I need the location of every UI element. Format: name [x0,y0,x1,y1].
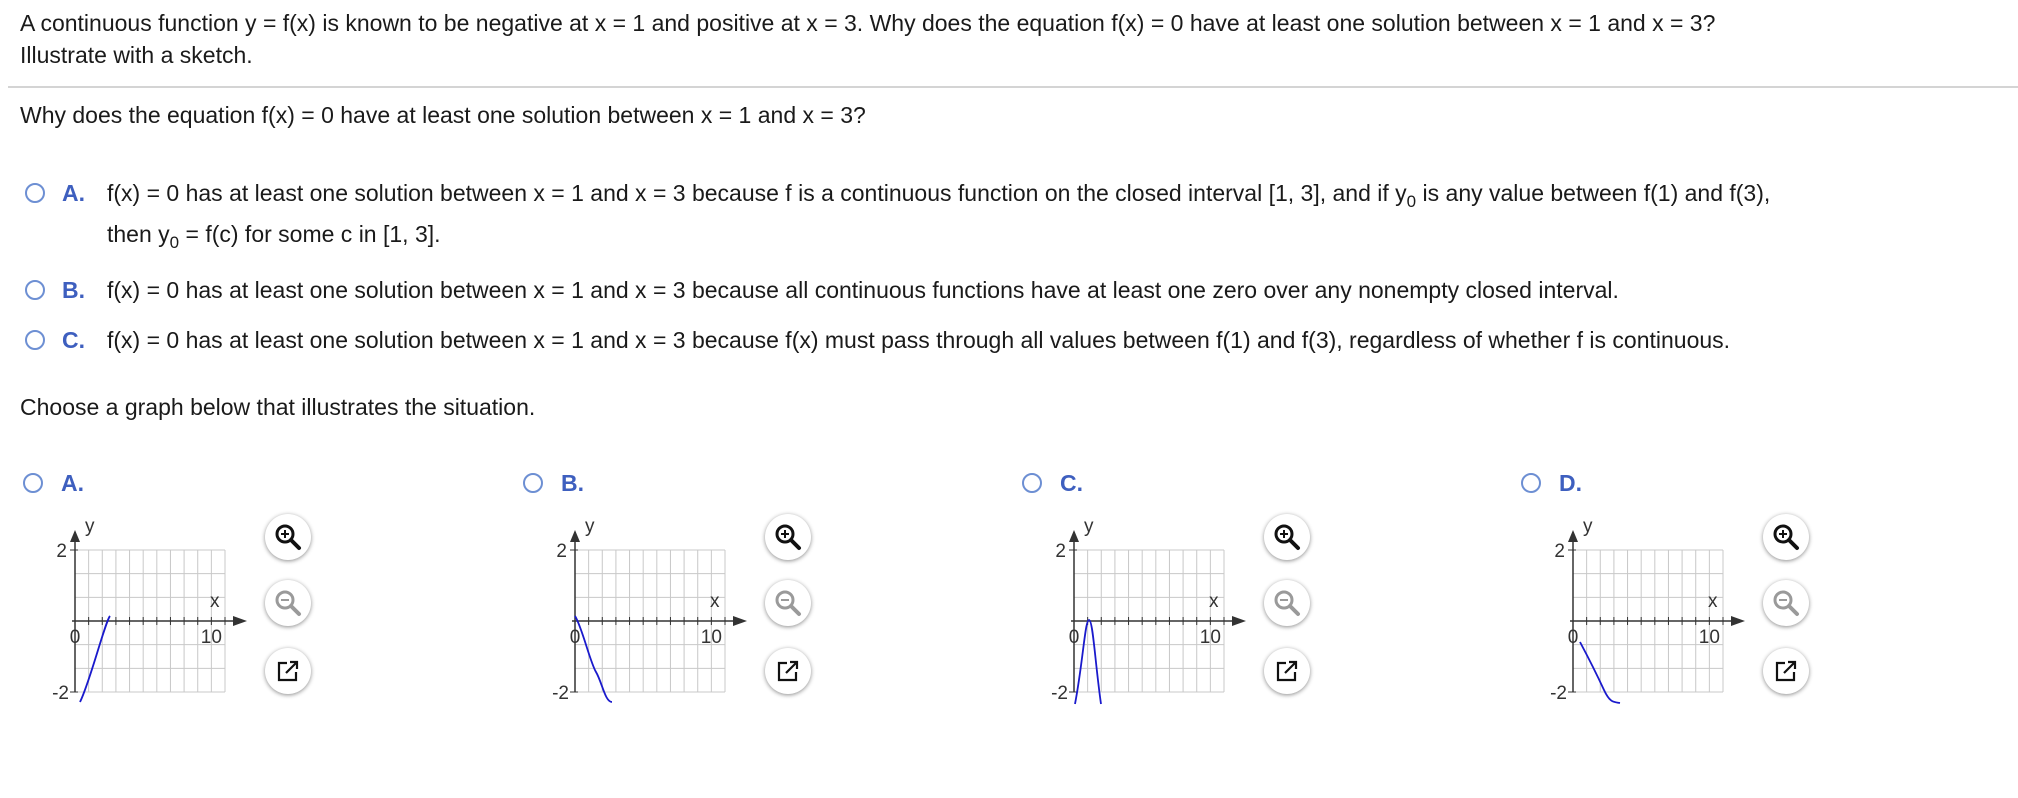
x-tick-label: 10 [1698,627,1720,648]
zoom-in-button[interactable] [1763,514,1809,560]
graph-plot [10,512,260,712]
option-c-text: f(x) = 0 has at least one solution between x = 1 and x = 3 because f(x) must pass through all values between f(1) and f(3), regardless of whether f is continuous. [107,327,1731,353]
part1-prompt: Why does the equation f(x) = 0 have at least one solution between x = 1 and x = 3? [20,102,866,128]
popout-button[interactable] [1264,648,1310,694]
x-axis-arrow [1731,616,1745,626]
zoom-out-button[interactable] [265,580,311,626]
popout-button[interactable] [1763,648,1809,694]
x-zero-label: 0 [69,627,81,648]
x-axis-label: x [1209,591,1219,612]
graph-svg [1508,512,1758,712]
option-a-text-line1: f(x) = 0 has at least one solution between x = 1 and x = 3 because f is a continuous function on the closed interval [1, 3], and if $y_0$ is any value between f(1) and f(3), [107,180,1771,211]
popout-button[interactable] [265,648,311,694]
graph-svg [10,512,260,712]
question-line-2: Illustrate with a sketch. [20,42,253,68]
zoom-out-button[interactable] [765,580,811,626]
y-max-label: 2 [1055,541,1066,562]
y-axis-label: y [585,516,595,537]
zoom-in-icon [774,523,802,551]
y-min-label: -2 [1550,683,1567,704]
option-c-letter: C. [62,327,85,353]
option-a-text-line2: then $y_0 = f(c)$ for some c in [1, 3]. [107,221,441,252]
graph-choice-radio[interactable] [1521,473,1541,493]
zoom-out-icon [774,589,802,617]
function-curve [575,616,612,702]
zoom-in-button[interactable] [765,514,811,560]
x-tick-label: 10 [200,627,222,648]
y-min-label: -2 [1051,683,1068,704]
popout-button[interactable] [765,648,811,694]
zoom-in-button[interactable] [265,514,311,560]
y-axis-label: y [1084,516,1094,537]
x-axis-arrow [233,616,247,626]
zoom-out-button[interactable] [1264,580,1310,626]
option-b-text: f(x) = 0 has at least one solution between x = 1 and x = 3 because all continuous functions have at least one zero over any nonempty closed interval. [107,277,1619,303]
y-min-label: -2 [52,683,69,704]
y-max-label: 2 [1554,541,1565,562]
y-axis-arrow [570,530,580,542]
y-axis-arrow [70,530,80,542]
y-min-label: -2 [552,683,569,704]
zoom-out-icon [1772,589,1800,617]
question-line-1: A continuous function y = f(x) is known to be negative at x = 1 and positive at x = 3. Why does the equation f(x) = 0 have at least one solution between x = 1 and x = 3? [20,10,1716,36]
divider [8,86,2018,88]
popout-icon [774,657,802,685]
x-tick-label: 10 [1199,627,1221,648]
zoom-in-icon [1772,523,1800,551]
part2-prompt: Choose a graph below that illustrates the situation. [20,394,536,420]
x-axis-label: x [210,591,220,612]
graph-plot [1009,512,1259,712]
y-axis-label: y [1583,516,1593,537]
graph-choice-letter: C. [1060,470,1083,496]
zoom-out-button[interactable] [1763,580,1809,626]
option-b-radio[interactable] [25,280,45,300]
option-b-letter: B. [62,277,85,303]
y-max-label: 2 [556,541,567,562]
zoom-out-icon [1273,589,1301,617]
popout-icon [1273,657,1301,685]
graph-choice-letter: D. [1559,470,1582,496]
function-curve [80,616,110,702]
x-zero-label: 0 [1068,627,1080,648]
y-axis-arrow [1568,530,1578,542]
graph-plot [510,512,760,712]
zoom-in-button[interactable] [1264,514,1310,560]
option-c-radio[interactable] [25,330,45,350]
zoom-in-icon [274,523,302,551]
graph-choice-radio[interactable] [23,473,43,493]
graph-choice-radio[interactable] [523,473,543,493]
option-a-letter: A. [62,180,85,206]
graph-plot [1508,512,1758,712]
zoom-in-icon [1273,523,1301,551]
x-zero-label: 0 [1567,627,1579,648]
option-a-radio[interactable] [25,183,45,203]
popout-icon [274,657,302,685]
graph-choice-radio[interactable] [1022,473,1042,493]
y-axis-arrow [1069,530,1079,542]
graph-svg [1009,512,1259,712]
graph-choice-letter: B. [561,470,584,496]
graph-svg [510,512,760,712]
x-tick-label: 10 [700,627,722,648]
popout-icon [1772,657,1800,685]
graph-choice-letter: A. [61,470,84,496]
x-axis-arrow [733,616,747,626]
x-axis-label: x [710,591,720,612]
x-zero-label: 0 [569,627,581,648]
x-axis-arrow [1232,616,1246,626]
y-axis-label: y [85,516,95,537]
y-max-label: 2 [56,541,67,562]
zoom-out-icon [274,589,302,617]
x-axis-label: x [1708,591,1718,612]
